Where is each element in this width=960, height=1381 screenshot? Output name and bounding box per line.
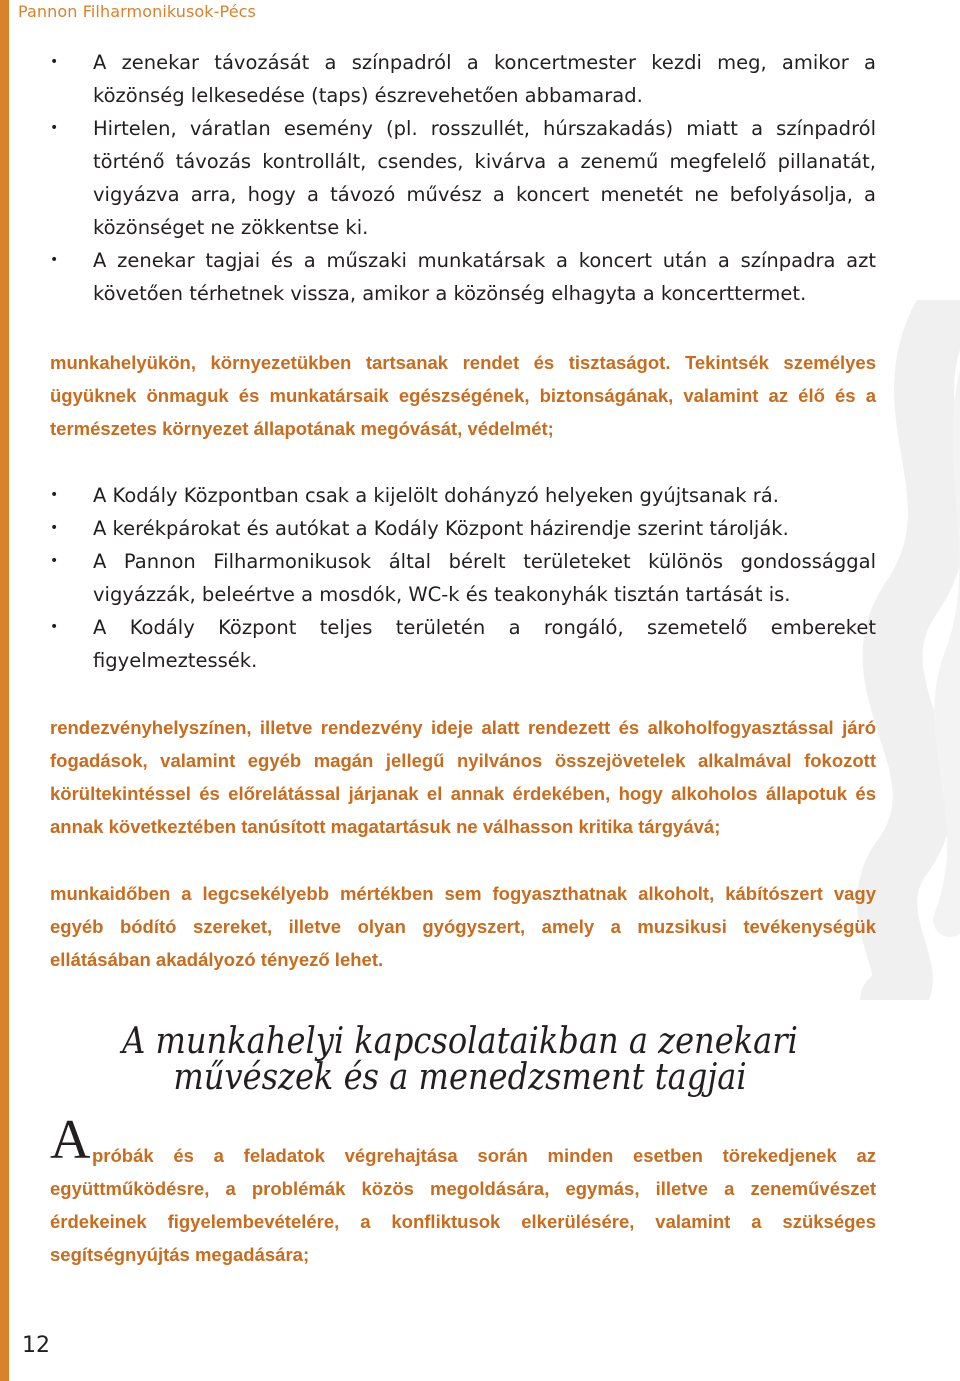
paragraph-cooperation <box>50 1139 876 1271</box>
list-item-text: A Kodály Központ teljes területén a rongáló, szemetelő embereket figyelmeztessék. <box>93 616 876 672</box>
left-accent-bar <box>0 0 9 1381</box>
list-item-text: A zenekar távozását a színpadról a koncertmester kezdi meg, amikor a közönség lelkesedése (taps) észrevehetően abbamarad. <box>93 51 876 107</box>
page-number: 12 <box>22 1333 50 1358</box>
paragraph-cooperation-text: próbák és a feladatok végrehajtása során minden esetben törekedjenek az együttműködésre, a problémák közös megoldására, egymás, illetve a zeneművészet érdekeinek figyelembevételére, a konfliktusok elkerülésére, valamint a szükséges segítségnyújtás megadására; <box>50 1145 876 1265</box>
bullet-list-leaving-stage <box>50 46 876 310</box>
bullet-icon: • <box>50 487 59 503</box>
list-item-text: Hirtelen, váratlan esemény (pl. rosszullét, húrszakadás) miatt a színpadról történő távozás kontrollált, csendes, kivárva a zenemű megfelelő pillanatát, vigyázva arra, hogy a távozó művész a koncert menetét ne befolyásolja, a közönséget ne zökkentse ki. <box>93 117 876 239</box>
bullet-icon: • <box>50 54 59 70</box>
bullet-icon: • <box>50 252 59 268</box>
drop-cap: A <box>50 1109 91 1171</box>
paragraph-events-alcohol: rendezvényhelyszínen, illetve rendezvény ideje alatt rendezett és alkoholfogyasztással járó fogadások, valamint egyéb magán jellegű nyilvános összejövetelek alkalmával fokozott körültekintéssel és előrelátással járjanak el annak érdekében, hogy alkoholos állapotuk és annak következtében tanúsított magatartásuk ne válhasson kritika tárgyává; <box>50 717 876 837</box>
list-item-text: A kerékpárokat és autókat a Kodály Központ házirendje szerint tárolják. <box>93 517 789 540</box>
list-item-text: A Kodály Központban csak a kijelölt dohányzó helyeken gyújtsanak rá. <box>93 484 779 507</box>
paragraph-working-hours-alcohol: munkaidőben a legcsekélyebb mértékben sem fogyaszthatnak alkoholt, kábítószert vagy egyéb bódító szereket, illetve olyan gyógyszert, amely a muzsikusi tevékenységük ellátásában akadályozó tényező lehet. <box>50 883 876 970</box>
section-heading-line-1: A munkahelyi kapcsolataikban a zenekari <box>122 1021 798 1062</box>
list-item <box>50 244 876 310</box>
bullet-icon: • <box>50 520 59 536</box>
list-item-text: A Pannon Filharmonikusok által bérelt területeket különös gondossággal vigyázzák, beleértve a mosdók, WC-k és teakonyhák tisztán tartását is. <box>93 550 876 606</box>
bullet-icon: • <box>50 120 59 136</box>
list-item <box>50 479 876 512</box>
section-heading-line-2: művészek és a menedzsment tagjai <box>173 1057 747 1098</box>
paragraph-workplace-order: munkahelyükön, környezetükben tartsanak rendet és tisztaságot. Tekintsék személyes ügyüknek önmaguk és munkatársaik egészségének, biztonságának, valamint az élő és a természetes környezet állapotának megóvását, védelmét; <box>50 352 876 439</box>
list-item <box>50 545 876 611</box>
list-item <box>50 512 876 545</box>
bullet-icon: • <box>50 553 59 569</box>
bullet-list-kodaly-center <box>50 479 876 677</box>
list-item <box>50 611 876 677</box>
list-item-text: A zenekar tagjai és a műszaki munkatársak a koncert után a színpadra azt követően térhetnek vissza, amikor a közönség elhagyta a koncerttermet. <box>93 249 876 305</box>
bullet-icon: • <box>50 619 59 635</box>
list-item <box>50 112 876 244</box>
running-header: Pannon Filharmonikusok-Pécs <box>18 2 256 21</box>
section-heading <box>0 1021 920 1098</box>
list-item <box>50 46 876 112</box>
